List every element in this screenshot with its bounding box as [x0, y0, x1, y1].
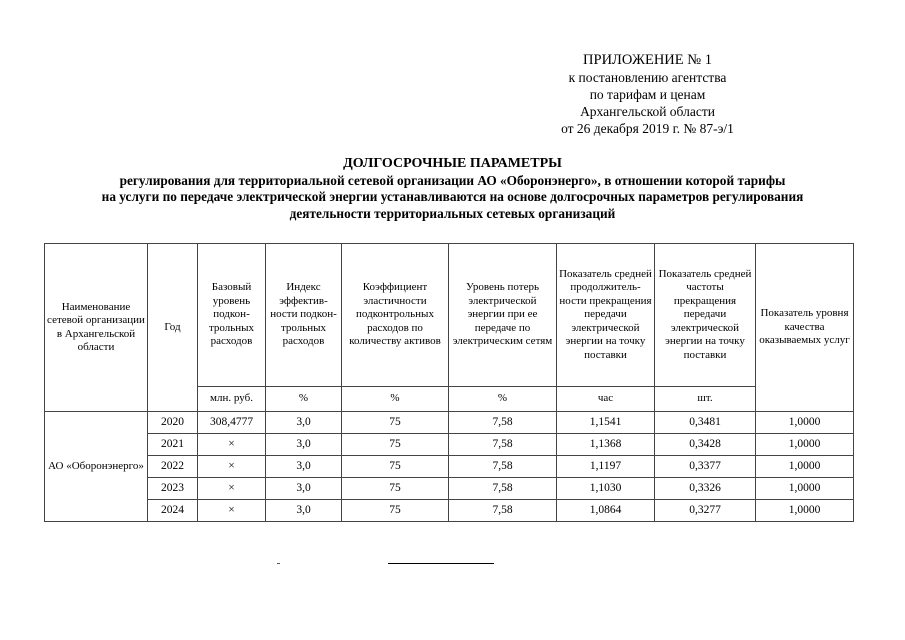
title-line: регулирования для территориальной сетевой организации АО «Оборонэнерго», в отношении которой тарифы — [119, 172, 786, 188]
cell-frequency: 0,3277 — [655, 500, 756, 522]
cell-index: 3,0 — [266, 412, 342, 434]
cell-index: 3,0 — [266, 456, 342, 478]
cell-duration: 1,1541 — [557, 412, 655, 434]
table-header-row — [45, 244, 854, 387]
appendix-line: Архангельской области — [580, 104, 715, 119]
cell-quality: 1,0000 — [756, 456, 854, 478]
cell-duration: 1,1368 — [557, 434, 655, 456]
cell-quality: 1,0000 — [756, 434, 854, 456]
appendix-block — [520, 52, 775, 137]
cell-duration: 1,1197 — [557, 456, 655, 478]
closing-rule — [388, 563, 494, 564]
header-year: Год — [148, 244, 198, 412]
header-frequency: Показатель средней частоты прекращения передачи электрической энергии на точку поставки — [655, 244, 756, 387]
scan-dot — [277, 563, 280, 564]
unit-coef: % — [342, 387, 449, 412]
table-row — [45, 456, 854, 478]
cell-year: 2024 — [148, 500, 198, 522]
cell-frequency: 0,3428 — [655, 434, 756, 456]
cell-index: 3,0 — [266, 500, 342, 522]
cell-base: × — [198, 478, 266, 500]
header-quality: Показатель уровня качества оказываемых услуг — [756, 244, 854, 412]
cell-year: 2021 — [148, 434, 198, 456]
cell-index: 3,0 — [266, 478, 342, 500]
cell-base: × — [198, 434, 266, 456]
title-main: ДОЛГОСРОЧНЫЕ ПАРАМЕТРЫ — [343, 156, 562, 171]
unit-base: млн. руб. — [198, 387, 266, 412]
cell-quality: 1,0000 — [756, 412, 854, 434]
cell-frequency: 0,3377 — [655, 456, 756, 478]
table-row — [45, 434, 854, 456]
unit-frequency: шт. — [655, 387, 756, 412]
table-row — [45, 478, 854, 500]
unit-loss: % — [449, 387, 557, 412]
header-org: Наименование сетевой организации в Архангельской области — [45, 244, 148, 412]
header-duration: Показатель средней продолжитель-ности прекращения передачи электрической энергии на точку поставки — [557, 244, 655, 387]
cell-loss: 7,58 — [449, 456, 557, 478]
cell-base: 308,4777 — [198, 412, 266, 434]
cell-loss: 7,58 — [449, 500, 557, 522]
unit-index: % — [266, 387, 342, 412]
cell-coef: 75 — [342, 434, 449, 456]
document-title — [30, 156, 875, 222]
cell-quality: 1,0000 — [756, 478, 854, 500]
parameters-table — [44, 243, 854, 522]
title-line: на услуги по передаче электрической энергии устанавливаются на основе долгосрочных параметров регулирования — [101, 189, 804, 204]
cell-loss: 7,58 — [449, 412, 557, 434]
header-loss: Уровень потерь электрической энергии при ее передаче по электрическим сетям — [449, 244, 557, 387]
cell-coef: 75 — [342, 500, 449, 522]
cell-base: × — [198, 500, 266, 522]
cell-quality: 1,0000 — [756, 500, 854, 522]
cell-year: 2022 — [148, 456, 198, 478]
appendix-line: к постановлению агентства — [568, 70, 727, 85]
table-row — [45, 500, 854, 522]
appendix-title: ПРИЛОЖЕНИЕ № 1 — [583, 52, 712, 68]
cell-duration: 1,0864 — [557, 500, 655, 522]
organization-cell: АО «Оборонэнерго» — [45, 412, 148, 522]
table-row — [45, 412, 854, 434]
cell-year: 2020 — [148, 412, 198, 434]
cell-loss: 7,58 — [449, 434, 557, 456]
cell-duration: 1,1030 — [557, 478, 655, 500]
header-base: Базовый уровень подкон-трольных расходов — [198, 244, 266, 387]
title-line: деятельности территориальных сетевых организаций — [289, 205, 616, 221]
header-coef: Коэффициент эластичности подконтрольных расходов по количеству активов — [342, 244, 449, 387]
appendix-line: от 26 декабря 2019 г. № 87-э/1 — [561, 121, 734, 136]
cell-coef: 75 — [342, 456, 449, 478]
cell-base: × — [198, 456, 266, 478]
header-index: Индекс эффектив-ности подкон-трольных расходов — [266, 244, 342, 387]
unit-duration: час — [557, 387, 655, 412]
cell-loss: 7,58 — [449, 478, 557, 500]
cell-index: 3,0 — [266, 434, 342, 456]
cell-coef: 75 — [342, 412, 449, 434]
appendix-line: по тарифам и ценам — [589, 87, 706, 102]
cell-year: 2023 — [148, 478, 198, 500]
cell-coef: 75 — [342, 478, 449, 500]
cell-frequency: 0,3326 — [655, 478, 756, 500]
cell-frequency: 0,3481 — [655, 412, 756, 434]
